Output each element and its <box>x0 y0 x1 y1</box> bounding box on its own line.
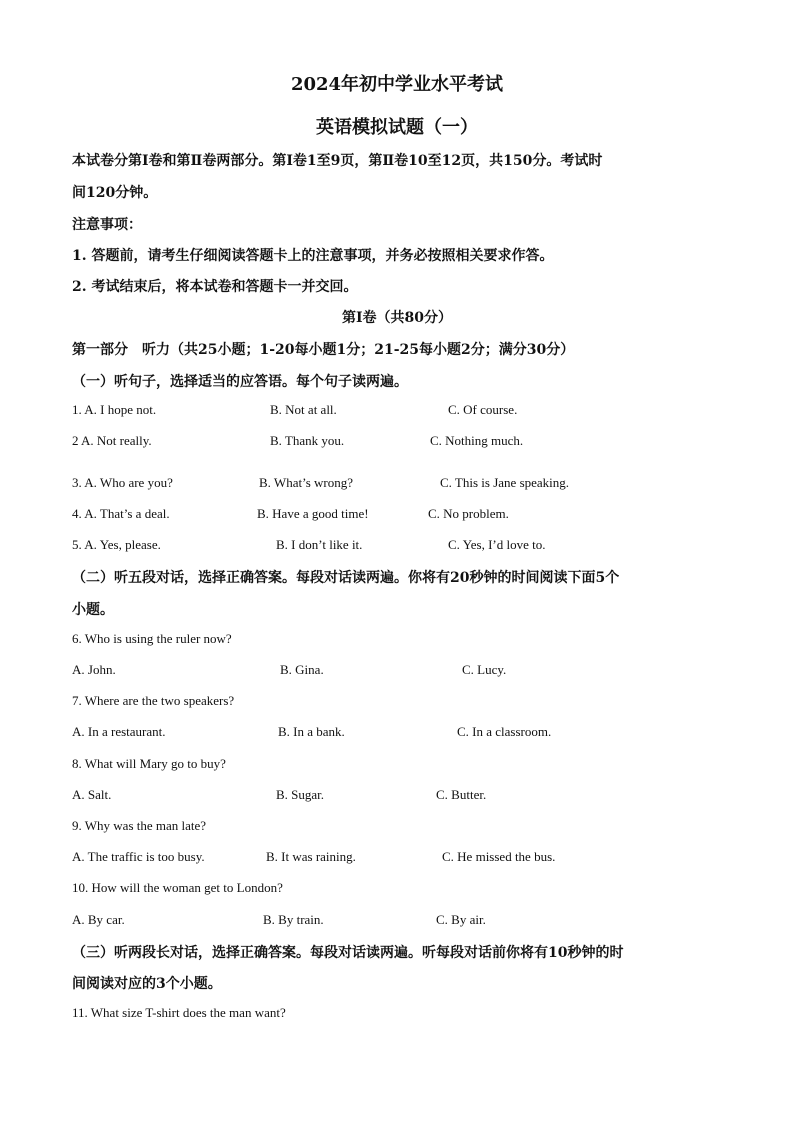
notice-item-2: 2. 考试结束后，将本试卷和答题卡一并交回。 <box>72 279 358 295</box>
question-row <box>0 537 794 555</box>
notice-heading: 注意事项： <box>72 217 142 233</box>
section2-heading-line-2: 小题。 <box>72 602 114 618</box>
section1-heading: （一）听句子，选择适当的应答语。每个句子读两遍。 <box>72 374 408 390</box>
option-b: B. I don’t like it. <box>276 537 363 552</box>
section3-heading-line-2: 间阅读对应的3个小题。 <box>72 976 222 992</box>
option-c: C. No problem. <box>428 506 509 521</box>
question-stem: 11. What size T-shirt does the man want? <box>72 1005 286 1020</box>
option-b: B. Thank you. <box>270 433 345 448</box>
question-row <box>0 724 794 742</box>
question-stem: 7. Where are the two speakers? <box>72 693 235 708</box>
question-row <box>0 912 794 930</box>
question-stem: 10. How will the woman get to London? <box>72 880 283 895</box>
option-a: A. By car. <box>72 912 125 927</box>
option-a: A. The traffic is too busy. <box>72 849 205 864</box>
option-c: C. Butter. <box>436 787 487 802</box>
intro-line-1: 本试卷分第Ⅰ卷和第Ⅱ卷两部分。第Ⅰ卷1至9页，第Ⅱ卷10至12页，共150分。考试时 <box>72 153 603 169</box>
option-c: C. Lucy. <box>462 662 507 677</box>
option-b: B. By train. <box>263 912 324 927</box>
option-c: C. Nothing much. <box>430 433 524 448</box>
option-a: A. In a restaurant. <box>72 724 166 739</box>
question-row <box>0 849 794 867</box>
question-stem: 8. What will Mary go to buy? <box>72 756 226 771</box>
option-b: B. Gina. <box>280 662 324 677</box>
option-c: C. Of course. <box>448 402 518 417</box>
question-row <box>0 787 794 805</box>
option-b: B. What’s wrong? <box>259 475 353 490</box>
intro-line-2: 间120分钟。 <box>72 185 158 201</box>
option-c: C. By air. <box>436 912 486 927</box>
section3-heading-line-1: （三）听两段长对话，选择正确答案。每段对话读两遍。听每段对话前你将有10秒钟的时 <box>72 945 624 961</box>
option-a: 2 A. Not really. <box>72 433 152 448</box>
question-row <box>0 402 794 420</box>
option-a: 5. A. Yes, please. <box>72 537 161 552</box>
notice-item-1: 1. 答题前，请考生仔细阅读答题卡上的注意事项，并务必按照相关要求作答。 <box>72 248 554 264</box>
option-c: C. Yes, I’d love to. <box>448 537 546 552</box>
question-row <box>0 662 794 680</box>
question-stem: 6. Who is using the ruler now? <box>72 631 232 646</box>
question-row <box>0 506 794 524</box>
page-subtitle: 英语模拟试题（一） <box>316 117 478 138</box>
page-title: 2024年初中学业水平考试 <box>290 74 504 95</box>
option-b: B. Sugar. <box>276 787 325 802</box>
option-b: B. It was raining. <box>266 849 356 864</box>
section2-heading-line-1: （二）听五段对话，选择正确答案。每段对话读两遍。你将有20秒钟的时间阅读下面5个 <box>72 570 620 586</box>
option-a: 3. A. Who are you? <box>72 475 173 490</box>
option-b: B. Have a good time! <box>257 506 369 521</box>
question-stem: 9. Why was the man late? <box>72 818 207 833</box>
part1-heading: 第一部分 听力（共25小题；1-20每小题1分；21-25每小题2分；满分30分） <box>72 342 575 358</box>
option-c: C. He missed the bus. <box>442 849 556 864</box>
option-a: 1. A. I hope not. <box>72 402 157 417</box>
option-c: C. This is Jane speaking. <box>440 475 570 490</box>
option-b: B. Not at all. <box>270 402 337 417</box>
option-a: A. Salt. <box>72 787 112 802</box>
option-a: 4. A. That’s a deal. <box>72 506 170 521</box>
option-c: C. In a classroom. <box>457 724 552 739</box>
volume-heading: 第Ⅰ卷（共80分） <box>341 310 453 326</box>
question-row <box>0 475 794 493</box>
question-row <box>0 433 794 451</box>
option-b: B. In a bank. <box>278 724 345 739</box>
option-a: A. John. <box>72 662 116 677</box>
